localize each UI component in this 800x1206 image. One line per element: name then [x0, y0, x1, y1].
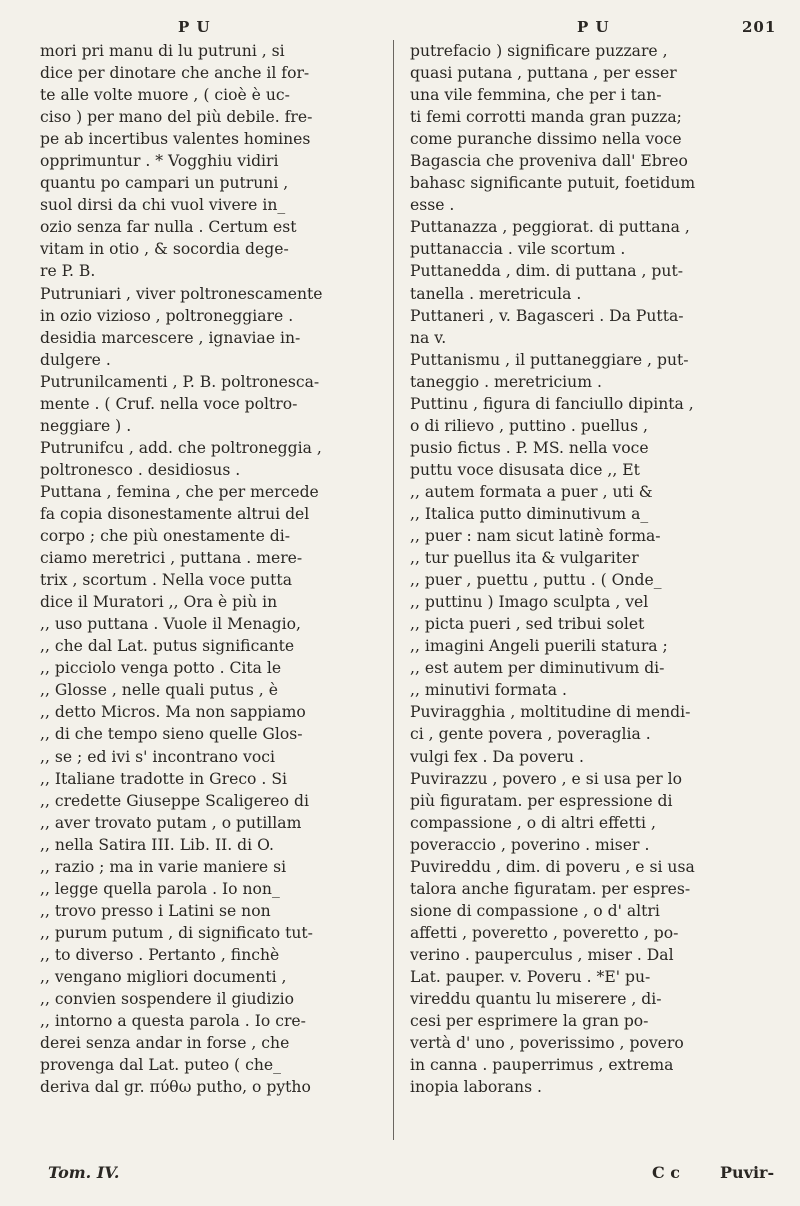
column-divider [393, 40, 394, 1140]
text-line: Puviragghia , moltitudine di mendi- [410, 703, 691, 722]
text-line: vitam in otio , & socordia dege- [40, 240, 289, 259]
text-line: Puttana , femina , che per mercede [40, 482, 319, 501]
text-line: ,, di che tempo sieno quelle Glos- [40, 725, 303, 744]
text-line: in canna . pauperrimus , extrema [410, 1056, 674, 1075]
text-line: Putruniari , viver poltronescamente [40, 284, 323, 303]
text-line: Putrunifcu , add. che poltroneggia , [40, 438, 322, 457]
text-line: ,, nella Satira III. Lib. II. di O. [40, 835, 274, 854]
right-running-head: P U [577, 18, 610, 36]
text-line: ,, to diverso . Pertanto , finchè [40, 945, 280, 964]
text-line: vertà d' uno , poverissimo , povero [410, 1034, 684, 1053]
text-line: ,, tur puellus ita & vulgariter [410, 549, 639, 568]
text-line: talora anche figuratam. per espres- [410, 879, 691, 898]
text-line: puttu voce disusata dice ,, Et [410, 460, 640, 479]
text-line: Bagascia che proveniva dall' Ebreo [410, 152, 688, 171]
text-line: poveraccio , poverino . miser . [410, 835, 650, 854]
text-line: in ozio vizioso , poltroneggiare . [40, 306, 294, 325]
text-line: dice il Muratori ,, Ora è più in [40, 593, 278, 612]
page-footer [0, 1163, 800, 1187]
text-line: dulgere . [40, 350, 111, 369]
text-line: te alle volte muore , ( cioè è uc- [40, 86, 290, 105]
text-line: mente . ( Cruf. nella voce poltro- [40, 394, 298, 413]
text-line: ,, picta pueri , sed tribui solet [410, 615, 645, 634]
text-line: ozio senza far nulla . Certum est [40, 218, 297, 237]
text-line: dice per dinotare che anche il for- [40, 64, 310, 83]
text-line: cesi per esprimere la gran po- [410, 1012, 649, 1031]
text-line: deriva dal gr. πύθω putho, o pytho [40, 1078, 311, 1097]
text-line: compassione , o di altri effetti , [410, 813, 656, 832]
text-line: Putrunilcamenti , P. B. poltronesca- [40, 372, 320, 391]
text-line: una vile femmina, che per i tan- [410, 86, 662, 105]
running-header [0, 18, 800, 40]
text-line: puttanaccia . vile scortum . [410, 240, 626, 259]
text-line: ,, legge quella parola . Io non_ [40, 879, 280, 898]
text-line: quasi putana , puttana , per esser [410, 64, 677, 83]
text-line: na v. [410, 328, 447, 347]
text-line: suol dirsi da chi vuol vivere in_ [40, 196, 286, 215]
text-line: opprimuntur . * Vogghiu vidiri [40, 152, 279, 171]
text-line: ,, minutivi formata . [410, 681, 567, 700]
text-line: provenga dal Lat. puteo ( che_ [40, 1056, 281, 1075]
text-line: ciso ) per mano del più debile. fre- [40, 108, 313, 127]
text-line: ,, convien sospendere il giudizio [40, 990, 295, 1009]
text-line: ,, credette Giuseppe Scaligereo di [40, 791, 309, 810]
text-line: ,, puer , puettu , puttu . ( Onde_ [410, 571, 662, 590]
right-column [410, 40, 755, 1098]
text-line: trix , scortum . Nella voce putta [40, 571, 292, 590]
text-line: ,, razio ; ma in varie maniere si [40, 857, 287, 876]
text-line: ci , gente povera , poveraglia . [410, 725, 651, 744]
text-line: tanella . meretricula . [410, 284, 582, 303]
text-line: ,, purum putum , di significato tut- [40, 923, 313, 942]
text-line: neggiare ) . [40, 416, 132, 435]
text-line: bahasc significante putuit, foetidum [410, 174, 696, 193]
text-line: ,, Italiane tradotte in Greco . Si [40, 769, 287, 788]
text-line: come puranche dissimo nella voce [410, 130, 682, 149]
text-line: più figuratam. per espressione di [410, 791, 673, 810]
text-line: putrefacio ) significare puzzare , [410, 42, 668, 60]
text-line: ,, puer : nam sicut latinè forma- [410, 527, 661, 546]
text-line: ,, detto Micros. Ma non sappiamo [40, 703, 306, 722]
text-line: esse . [410, 196, 455, 215]
text-line: ,, Glosse , nelle quali putus , è [40, 681, 278, 700]
page-number: 201 [742, 18, 777, 36]
text-line: ,, uso puttana . Vuole il Menagio, [40, 615, 301, 634]
text-line: Puttanazza , peggiorat. di puttana , [410, 218, 690, 237]
text-line: Puvireddu , dim. di poveru , e si usa [410, 857, 695, 876]
text-line: inopia laborans . [410, 1078, 543, 1097]
signature-mark: C c [652, 1163, 681, 1182]
text-line: Puttaneri , v. Bagasceri . Da Putta- [410, 306, 684, 325]
text-line: vireddu quantu lu miserere , di- [410, 990, 662, 1009]
text-line: Puttinu , figura di fanciullo dipinta , [410, 394, 694, 413]
text-line: Puttanismu , il puttaneggiare , put- [410, 350, 689, 369]
text-line: ,, aver trovato putam , o putillam [40, 813, 302, 832]
text-line: ,, autem formata a puer , uti & [410, 482, 653, 501]
text-line: poltronesco . desidiosus . [40, 460, 241, 479]
text-line: affetti , poveretto , poveretto , po- [410, 923, 679, 942]
text-line: ti femi corrotti manda gran puzza; [410, 108, 682, 127]
text-line: ,, imagini Angeli puerili statura ; [410, 637, 668, 656]
text-line: verino . pauperculus , miser . Dal [410, 945, 674, 964]
text-line: Puvirazzu , povero , e si usa per lo [410, 769, 682, 788]
text-line: fa copia disonestamente altrui del [40, 504, 310, 523]
left-column [40, 40, 385, 1098]
text-line: vulgi fex . Da poveru . [410, 747, 585, 766]
text-line: ,, trovo presso i Latini se non [40, 901, 271, 920]
text-line: ,, puttinu ) Imago sculpta , vel [410, 593, 649, 612]
text-line: pe ab incertibus valentes homines [40, 130, 311, 149]
text-line: taneggio . meretricium . [410, 372, 602, 391]
text-line: corpo ; che più onestamente di- [40, 527, 291, 546]
volume-mark: Tom. IV. [48, 1163, 120, 1182]
text-line: quantu po campari un putruni , [40, 174, 289, 193]
text-line: ,, est autem per diminutivum di- [410, 659, 665, 678]
text-line: pusio fictus . P. MS. nella voce [410, 438, 649, 457]
left-running-head: P U [178, 18, 211, 36]
text-line: ,, vengano migliori documenti , [40, 967, 287, 986]
text-line: ,, picciolo venga potto . Cita le [40, 659, 282, 678]
text-line: sione di compassione , o d' altri [410, 901, 660, 920]
text-line: ,, intorno a questa parola . Io cre- [40, 1012, 306, 1031]
text-line: derei senza andar in forse , che [40, 1034, 290, 1053]
text-line: re P. B. [40, 262, 96, 281]
text-line: desidia marcescere , ignaviae in- [40, 328, 301, 347]
text-line: ,, se ; ed ivi s' incontrano voci [40, 747, 275, 766]
text-line: ,, che dal Lat. putus significante [40, 637, 295, 656]
text-line: mori pri manu di lu putruni , si [40, 42, 285, 60]
text-line: Lat. pauper. v. Poveru . *E' pu- [410, 967, 651, 986]
text-line: ciamo meretrici , puttana . mere- [40, 549, 303, 568]
text-line: ,, Italica putto diminutivum a_ [410, 504, 649, 523]
text-line: o di rilievo , puttino . puellus , [410, 416, 649, 435]
catchword: Puvir- [720, 1163, 775, 1182]
text-line: Puttanedda , dim. di puttana , put- [410, 262, 683, 281]
